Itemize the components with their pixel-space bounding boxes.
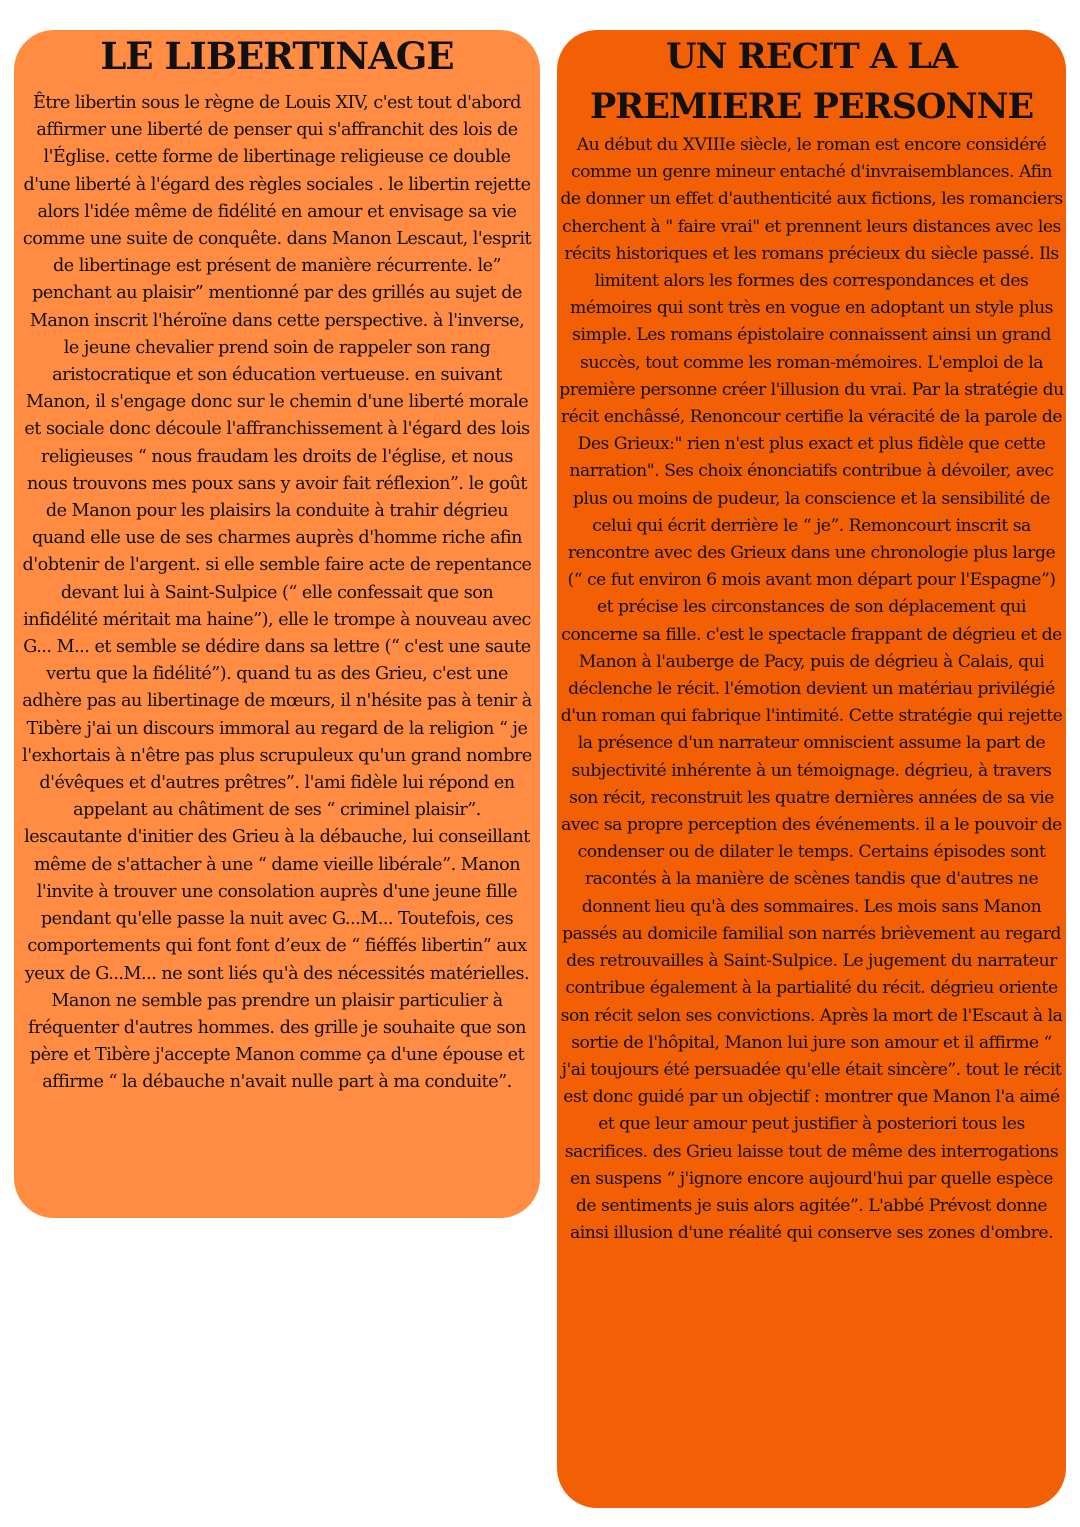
- premiere-personne-title: UN RECIT A LA PREMIERE PERSONNE: [589, 36, 1034, 127]
- premiere-personne-body: Au début du XVIIIe siècle, le roman est encore considéré comme un genre mineur entaché d'invraisemblances. Afin de donner un effet d'authenticité aux fictions, les romanciers cherchent à " faire vrai" et prennent leurs distances avec les récits historiques et les romans précieux du siècle passé. Ils limitent alors les formes des correspondances et des mémoires qui sont très en vogue en adoptant un style plus simple. Les romans épistolaire connaissent ainsi un grand succès, tout comme les roman-mémoires. L'emploi de la première personne créer l'illusion du vrai. Par la stratégie du récit enchâssé, Renoncour certifie la véracité de la parole de Des Grieux:" rien n'est plus exact et plus fidèle que cette narration". Ses choix énonciatifs contribue à dévoiler, avec plus ou moins de pudeur, la conscience et la sensibilité de celui qui écrit derrière le “ je”. Remoncourt inscrit sa rencontre avec des Grieux dans une chronologie plus large (“ ce fut environ 6 mois avant mon départ pour l'Espagne”) et précise les circonstances de son déplacement qui concerne sa fille. c'est le spectacle frappant de dégrieu et de Manon à l'auberge de Pacy, puis de dégrieu à Calais, qui déclenche le récit. l'émotion devient un matériau privilégié d'un roman qui fabrique l'intimité. Cette stratégie qui rejette la présence d'un narrateur omniscient assume la part de subjectivité inhérente à un témoignage. dégrieu, à travers son récit, reconstruit les quatre dernières années de sa vie avec sa propre perception des événements. il a le pouvoir de condenser ou de dilater le temps. Certains épisodes sont racontés à la manière de scènes tandis que d'autres ne donnent lieu qu'à des sommaires. Les mois sans Manon passés au domicile familial son narrés brièvement au regard des retrouvailles à Saint-Sulpice. Le jugement du narrateur contribue également à la partialité du récit. dégrieu oriente son récit selon ses convictions. Après la mort de l'Escaut à la sortie de l'hôpital, Manon lui jure son amour et il affirme “ j'ai toujours été persuadée qu'elle était sincère”. tout le récit est donc guidé par un objectif : montrer que Manon l'a aimé et que leur amour peut justifier à posteriori tous les sacrifices. des Grieu laisse tout de même des interrogations en suspens “ j'ignore encore aujourd'hui par quelle espèce de sentiments je suis alors agitée”. L'abbé Prévost donne ainsi illusion d'une réalité qui conserve ses zones d'ombre.: [559, 135, 1064, 1244]
- premiere-personne-card: [557, 30, 1066, 1508]
- libertinage-title: LE LIBERTINAGE: [100, 34, 454, 78]
- libertinage-body: Être libertin sous le règne de Louis XIV, c'est tout d'abord affirmer une liberté de penser qui s'affranchit des lois de l'Église. cette forme de libertinage religieuse ce double d'une liberté à l'égard des règles sociales . le libertin rejette alors l'idée même de fidélité en amour et envisage sa vie comme une suite de conquête. dans Manon Lescaut, l'esprit de libertinage est présent de manière récurrente. le” penchant au plaisir” mentionné par des grillés au sujet de Manon inscrit l'héroïne dans cette perspective. à l'inverse, le jeune chevalier prend soin de rappeler son rang aristocratique et son éducation vertueuse. en suivant Manon, il s'engage donc sur le chemin d'une liberté morale et sociale donc découle l'affranchissement à l'égard des lois religieuses “ nous fraudam les droits de l'église, et nous nous trouvons mes poux sans y avoir fait réflexion”. le goût de Manon pour les plaisirs la conduite à trahir dégrieu quand elle use de ses charmes auprès d'homme riche afin d'obtenir de l'argent. si elle semble faire acte de repentance devant lui à Saint-Sulpice (“ elle confessait que son infidélité méritait ma haine”), elle le trompe à nouveau avec G... M... et semble se dédire dans sa lettre (“ c'est une saute vertu que la fidélité”). quand tu as des Grieu, c'est une adhère pas au libertinage de mœurs, il n'hésite pas à tenir à Tibère j'ai un discours immoral au regard de la religion “ je l'exhortais à n'être pas plus scrupuleux qu'un grand nombre d'évêques et d'autres prêtres”. l'ami fidèle lui répond en appelant au châtiment de ses “ criminel plaisir”. lescautante d'initier des Grieu à la débauche, lui conseillant même de s'attacher à une “ dame vieille libérale”. Manon l'invite à trouver une consolation auprès d'une jeune fille pendant qu'elle passe la nuit avec G...M... Toutefois, ces comportements qui font font d’eux de “ fiéffés libertin” aux yeux de G...M... ne sont liés qu'à des nécessités matérielles. Manon ne semble pas prendre un plaisir particulier à fréquenter d'autres hommes. des grille je souhaite que son père et Tibère j'accepte Manon comme ça d'une épouse et affirme “ la débauche n'avait nulle part à ma conduite”.: [22, 93, 532, 1093]
- libertinage-card: [14, 30, 540, 1218]
